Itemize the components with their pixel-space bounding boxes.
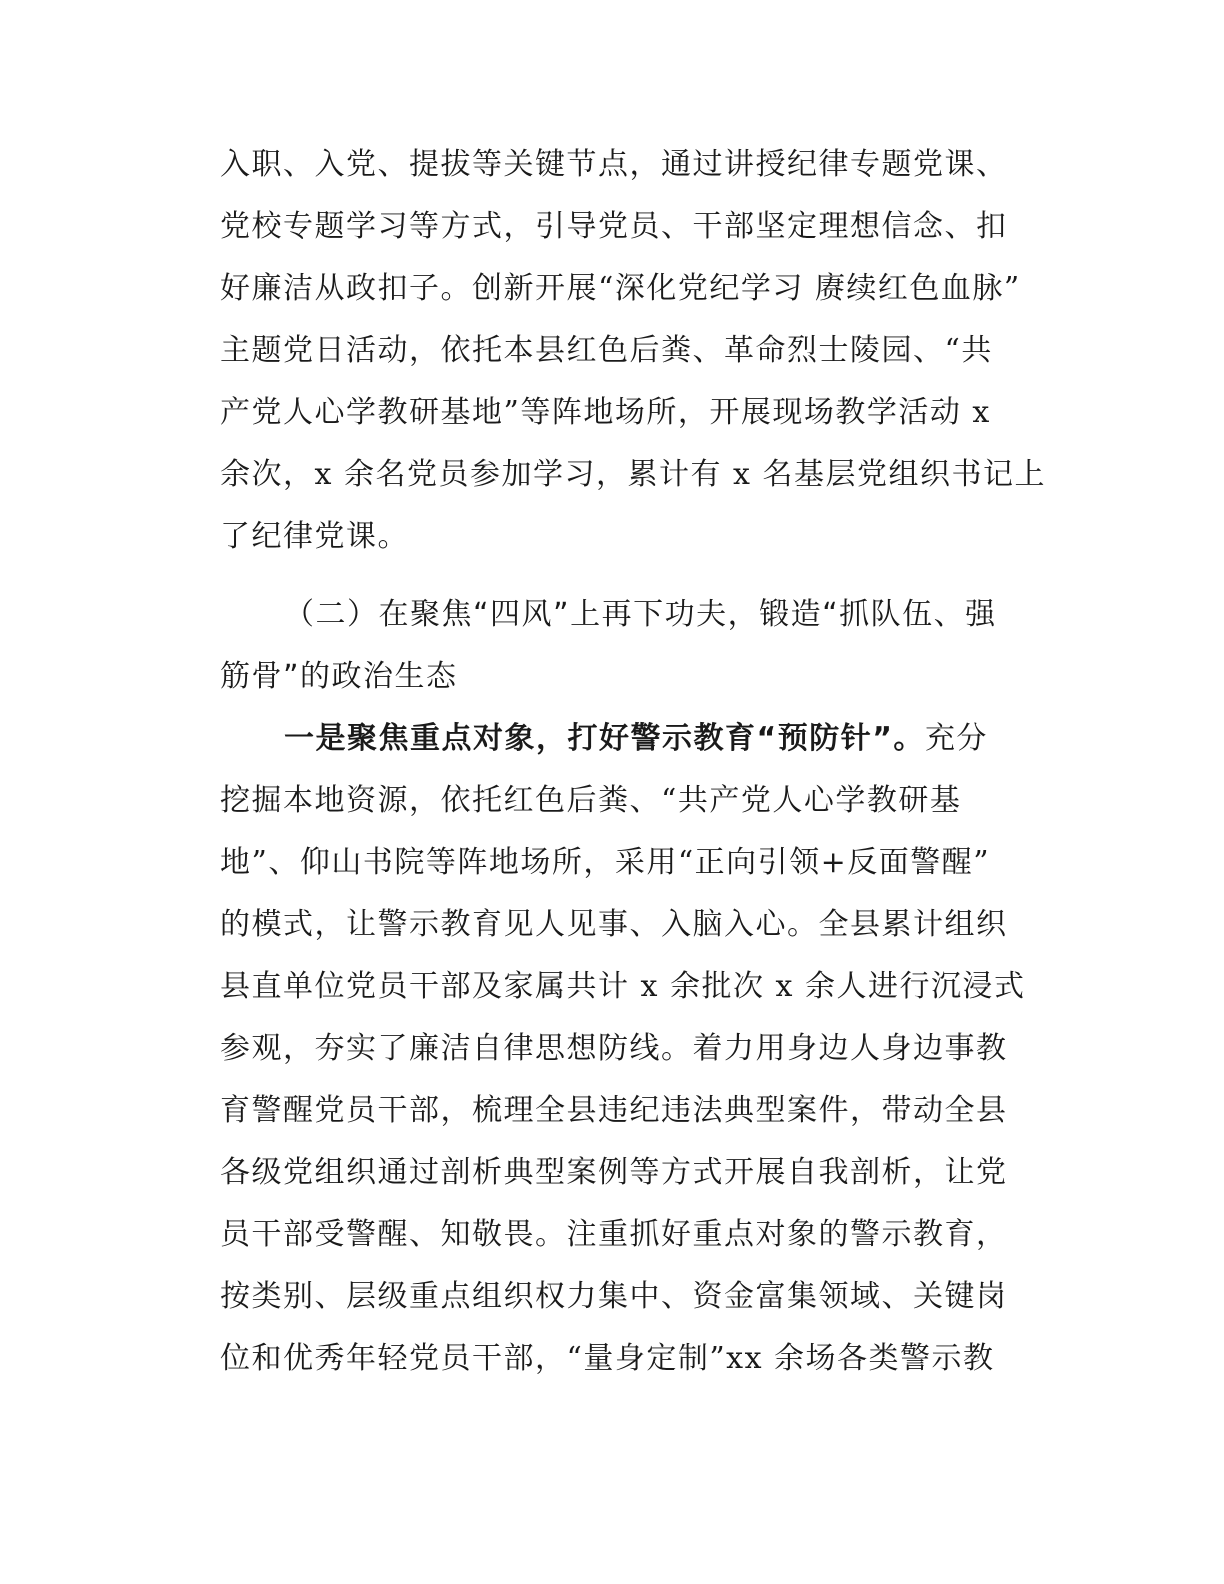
paragraph-line: 挖掘本地资源，依托红色后粪、“共产党人心学教研基	[220, 783, 962, 818]
paragraph-line: 余次，x 余名党员参加学习，累计有 x 名基层党组织书记上	[220, 457, 1046, 492]
paragraph-line: 按类别、层级重点组织权力集中、资金富集领域、关键岗	[220, 1279, 1008, 1314]
heading-line: 筋骨”的政治生态	[220, 659, 458, 694]
body-paragraph-1	[220, 134, 1046, 568]
paragraph-line: 好廉洁从政扣子。创新开展“深化党纪学习 赓续红色血脉”	[220, 271, 1021, 306]
paragraph-line: 位和优秀年轻党员干部，“量身定制”xx 余场各类警示教	[220, 1341, 995, 1376]
paragraph-line: 育警醒党员干部，梳理全县违纪违法典型案件，带动全县	[220, 1093, 1008, 1128]
paragraph-line: 党校专题学习等方式，引导党员、干部坚定理想信念、扣	[220, 209, 1008, 244]
paragraph-line: 产党人心学教研基地”等阵地场所，开展现场教学活动 x	[220, 395, 991, 430]
paragraph-line: 各级党组织通过剖析典型案例等方式开展自我剖析，让党	[220, 1155, 1008, 1190]
paragraph-lead-continuation: 充分	[924, 721, 988, 756]
paragraph-line: 主题党日活动，依托本县红色后粪、革命烈士陵园、“共	[220, 333, 993, 368]
paragraph-line: 员干部受警醒、知敬畏。注重抓好重点对象的警示教育，	[220, 1217, 1008, 1252]
paragraph-line: 了纪律党课。	[220, 519, 409, 554]
body-paragraph-2	[220, 708, 1026, 1390]
paragraph-line: 的模式，让警示教育见人见事、入脑入心。全县累计组织	[220, 907, 1008, 942]
paragraph-line: 地”、仰山书院等阵地场所，采用“正向引领+反面警醒”	[220, 845, 991, 880]
heading-line: （二）在聚焦“四风”上再下功夫，锻造“抓队伍、强	[284, 597, 997, 632]
paragraph-line: 参观，夯实了廉洁自律思想防线。着力用身边人身边事教	[220, 1031, 1008, 1066]
paragraph-first-line	[220, 708, 1020, 770]
section-heading-2	[220, 584, 1020, 708]
paragraph-line: 县直单位党员干部及家属共计 x 余批次 x 余人进行沉浸式	[220, 969, 1026, 1004]
paragraph-lead-phrase: 一是聚焦重点对象，打好警示教育“预防针”。	[284, 721, 925, 756]
paragraph-line: 入职、入党、提拔等关键节点，通过讲授纪律专题党课、	[220, 147, 1008, 182]
